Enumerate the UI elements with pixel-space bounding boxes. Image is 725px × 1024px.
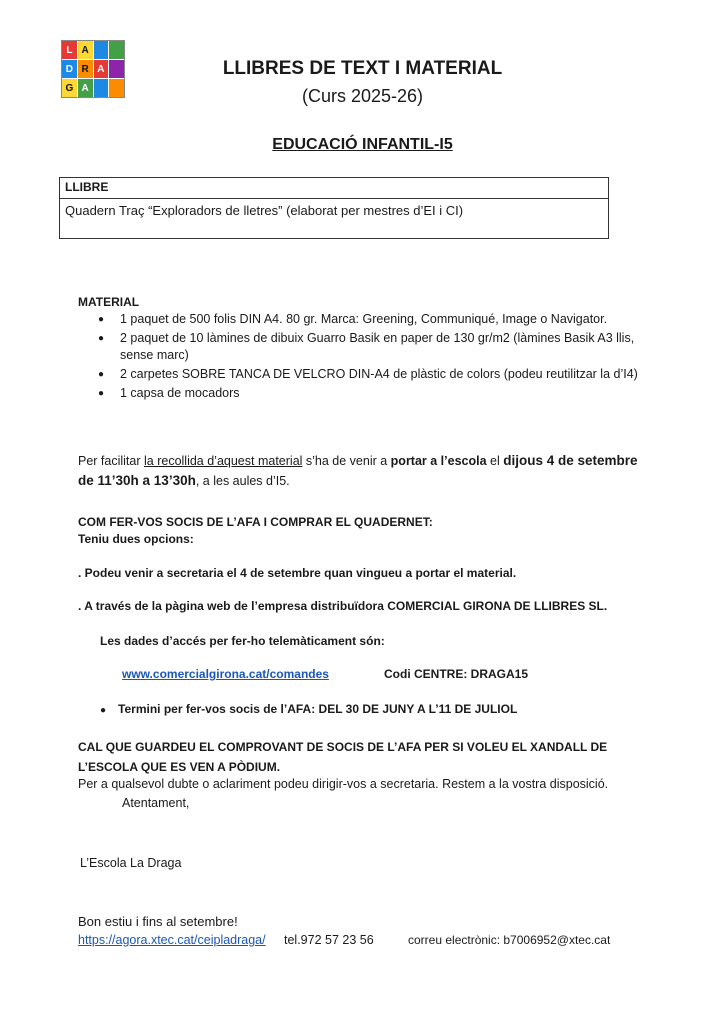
list-item-text: 2 carpetes SOBRE TANCA DE VELCRO DIN-A4 de plàstic de colors (podeu reutilitzar la d’I4) <box>120 367 638 381</box>
delivery-underlined: la recollida d’aquest material <box>144 454 303 468</box>
signature: L’Escola La Draga <box>80 856 182 870</box>
afa-deadline <box>100 700 517 720</box>
material-heading: MATERIAL <box>78 295 140 309</box>
delivery-text: Per facilitar <box>78 454 144 468</box>
logo-letter: A <box>94 60 109 78</box>
delivery-date: dijous 4 de setembre de 11’30h a 13’30h <box>78 453 638 488</box>
afa-deadline-text: Termini per fer-vos socis de l’AFA: DEL 30 DE JUNY A L’11 DE JULIOL <box>118 702 518 716</box>
afa-option-1: . Podeu venir a secretaria el 4 de setembre quan vingueu a portar el material. <box>78 566 517 580</box>
book-table <box>59 177 609 239</box>
list-item <box>78 385 648 402</box>
keep-receipt-notice: CAL QUE GUARDEU EL COMPROVANT DE SOCIS DE L’AFA PER SI VOLEU EL XANDALL DE L’ESCOLA QUE ES VEN A PÒDIUM. <box>78 740 608 774</box>
logo-letter: A <box>78 41 93 59</box>
center-code: Codi CENTRE: DRAGA15 <box>384 667 529 681</box>
regards-text: Atentament, <box>122 796 190 810</box>
bullet-icon: ● <box>98 314 105 325</box>
delivery-text: el <box>486 454 504 468</box>
bullet-icon: ● <box>98 333 105 344</box>
afa-option-2: . A través de la pàgina web de l’empresa distribuïdora COMERCIAL GIRONA DE LLIBRES SL. <box>78 599 608 613</box>
footer-phone: tel.972 57 23 56 <box>284 933 374 947</box>
logo-letter: L <box>62 41 77 59</box>
logo-letter <box>109 41 124 59</box>
section-title: EDUCACIÓ INFANTIL-I5 <box>272 136 453 153</box>
book-table-row: Quadern Traç “Exploradors de lletres” (elaborat per mestres d’EI i CI) <box>65 203 464 218</box>
afa-access: Les dades d’accés per fer-ho telemàticament són: <box>100 634 385 648</box>
list-item <box>78 366 648 383</box>
delivery-text: , a les aules d’I5. <box>195 474 290 488</box>
delivery-bold: portar a l’escola <box>390 454 487 468</box>
page-title: LLIBRES DE TEXT I MATERIAL <box>222 58 503 79</box>
logo-letter: A <box>78 79 93 97</box>
comercial-girona-link[interactable]: www.comercialgirona.cat/comandes <box>122 667 329 681</box>
bullet-icon: ● <box>100 705 107 716</box>
afa-heading: COM FER-VOS SOCIS DE L’AFA I COMPRAR EL QUADERNET: <box>78 515 433 529</box>
list-item-text: 2 paquet de 10 làmines de dibuix Guarro Basik en paper de 130 gr/m2 (làmines Basik A3 llis, sense marc) <box>120 331 635 362</box>
book-table-header: LLIBRE <box>60 178 608 199</box>
doubts-text: Per a qualsevol dubte o aclariment podeu dirigir-vos a secretaria. Restem a la vostra disposició. <box>78 777 609 791</box>
bullet-icon: ● <box>98 388 105 399</box>
delivery-paragraph <box>78 451 638 491</box>
delivery-text: s’ha de venir a <box>302 454 391 468</box>
logo-letter: R <box>78 60 93 78</box>
list-item <box>78 311 648 328</box>
afa-options: Teniu dues opcions: <box>78 532 194 546</box>
list-item-text: 1 capsa de mocadors <box>120 386 240 400</box>
logo-letter: G <box>62 79 77 97</box>
course-year: (Curs 2025-26) <box>301 86 424 106</box>
bullet-icon: ● <box>98 369 105 380</box>
list-item <box>78 330 648 364</box>
material-list <box>78 311 648 404</box>
footer-greeting: Bon estiu i fins al setembre! <box>78 914 238 929</box>
logo-letter: D <box>62 60 77 78</box>
school-website-link[interactable]: https://agora.xtec.cat/ceipladraga/ <box>78 933 266 947</box>
list-item-text: 1 paquet de 500 folis DIN A4. 80 gr. Marca: Greening, Communiqué, Image o Navigator. <box>120 312 608 326</box>
footer-email: correu electrònic: b7006952@xtec.cat <box>408 933 611 947</box>
logo-letter <box>94 41 109 59</box>
